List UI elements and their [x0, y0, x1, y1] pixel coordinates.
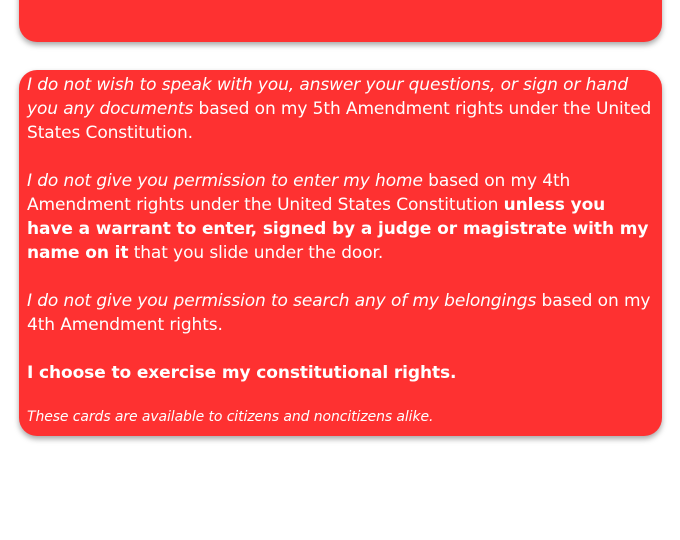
- search-italic-text: I do not give you permission to search any of my belongings: [27, 291, 537, 311]
- home-permission-text: based on my 4th Amendment rights under the United States Constitution: [27, 171, 571, 215]
- exercise-rights-text: I choose to exercise my constitutional rights.: [27, 363, 457, 383]
- warrant-bold-text: unless you have a warrant to enter, signed by a judge or magistrate with my name on it: [27, 195, 649, 263]
- home-permission-italic-text: I do not give you permission to enter my home: [27, 171, 423, 191]
- top-card: [19, 0, 662, 42]
- exercise-rights-paragraph: [27, 361, 652, 385]
- fourth-amendment-home-paragraph: [27, 169, 652, 265]
- search-text: based on my 4th Amendment rights.: [27, 291, 651, 335]
- fifth-amendment-italic-text: I do not wish to speak with you, answer your questions, or sign or hand you any documents: [27, 75, 629, 119]
- slide-under-door-text: that you slide under the door.: [128, 243, 384, 263]
- rights-card: [19, 70, 662, 436]
- fifth-amendment-text: based on my 5th Amendment rights under the United States Constitution.: [27, 99, 652, 143]
- search-paragraph: [27, 289, 652, 337]
- availability-footnote: These cards are available to citizens and noncitizens alike.: [27, 409, 434, 425]
- fifth-amendment-paragraph: [27, 73, 652, 145]
